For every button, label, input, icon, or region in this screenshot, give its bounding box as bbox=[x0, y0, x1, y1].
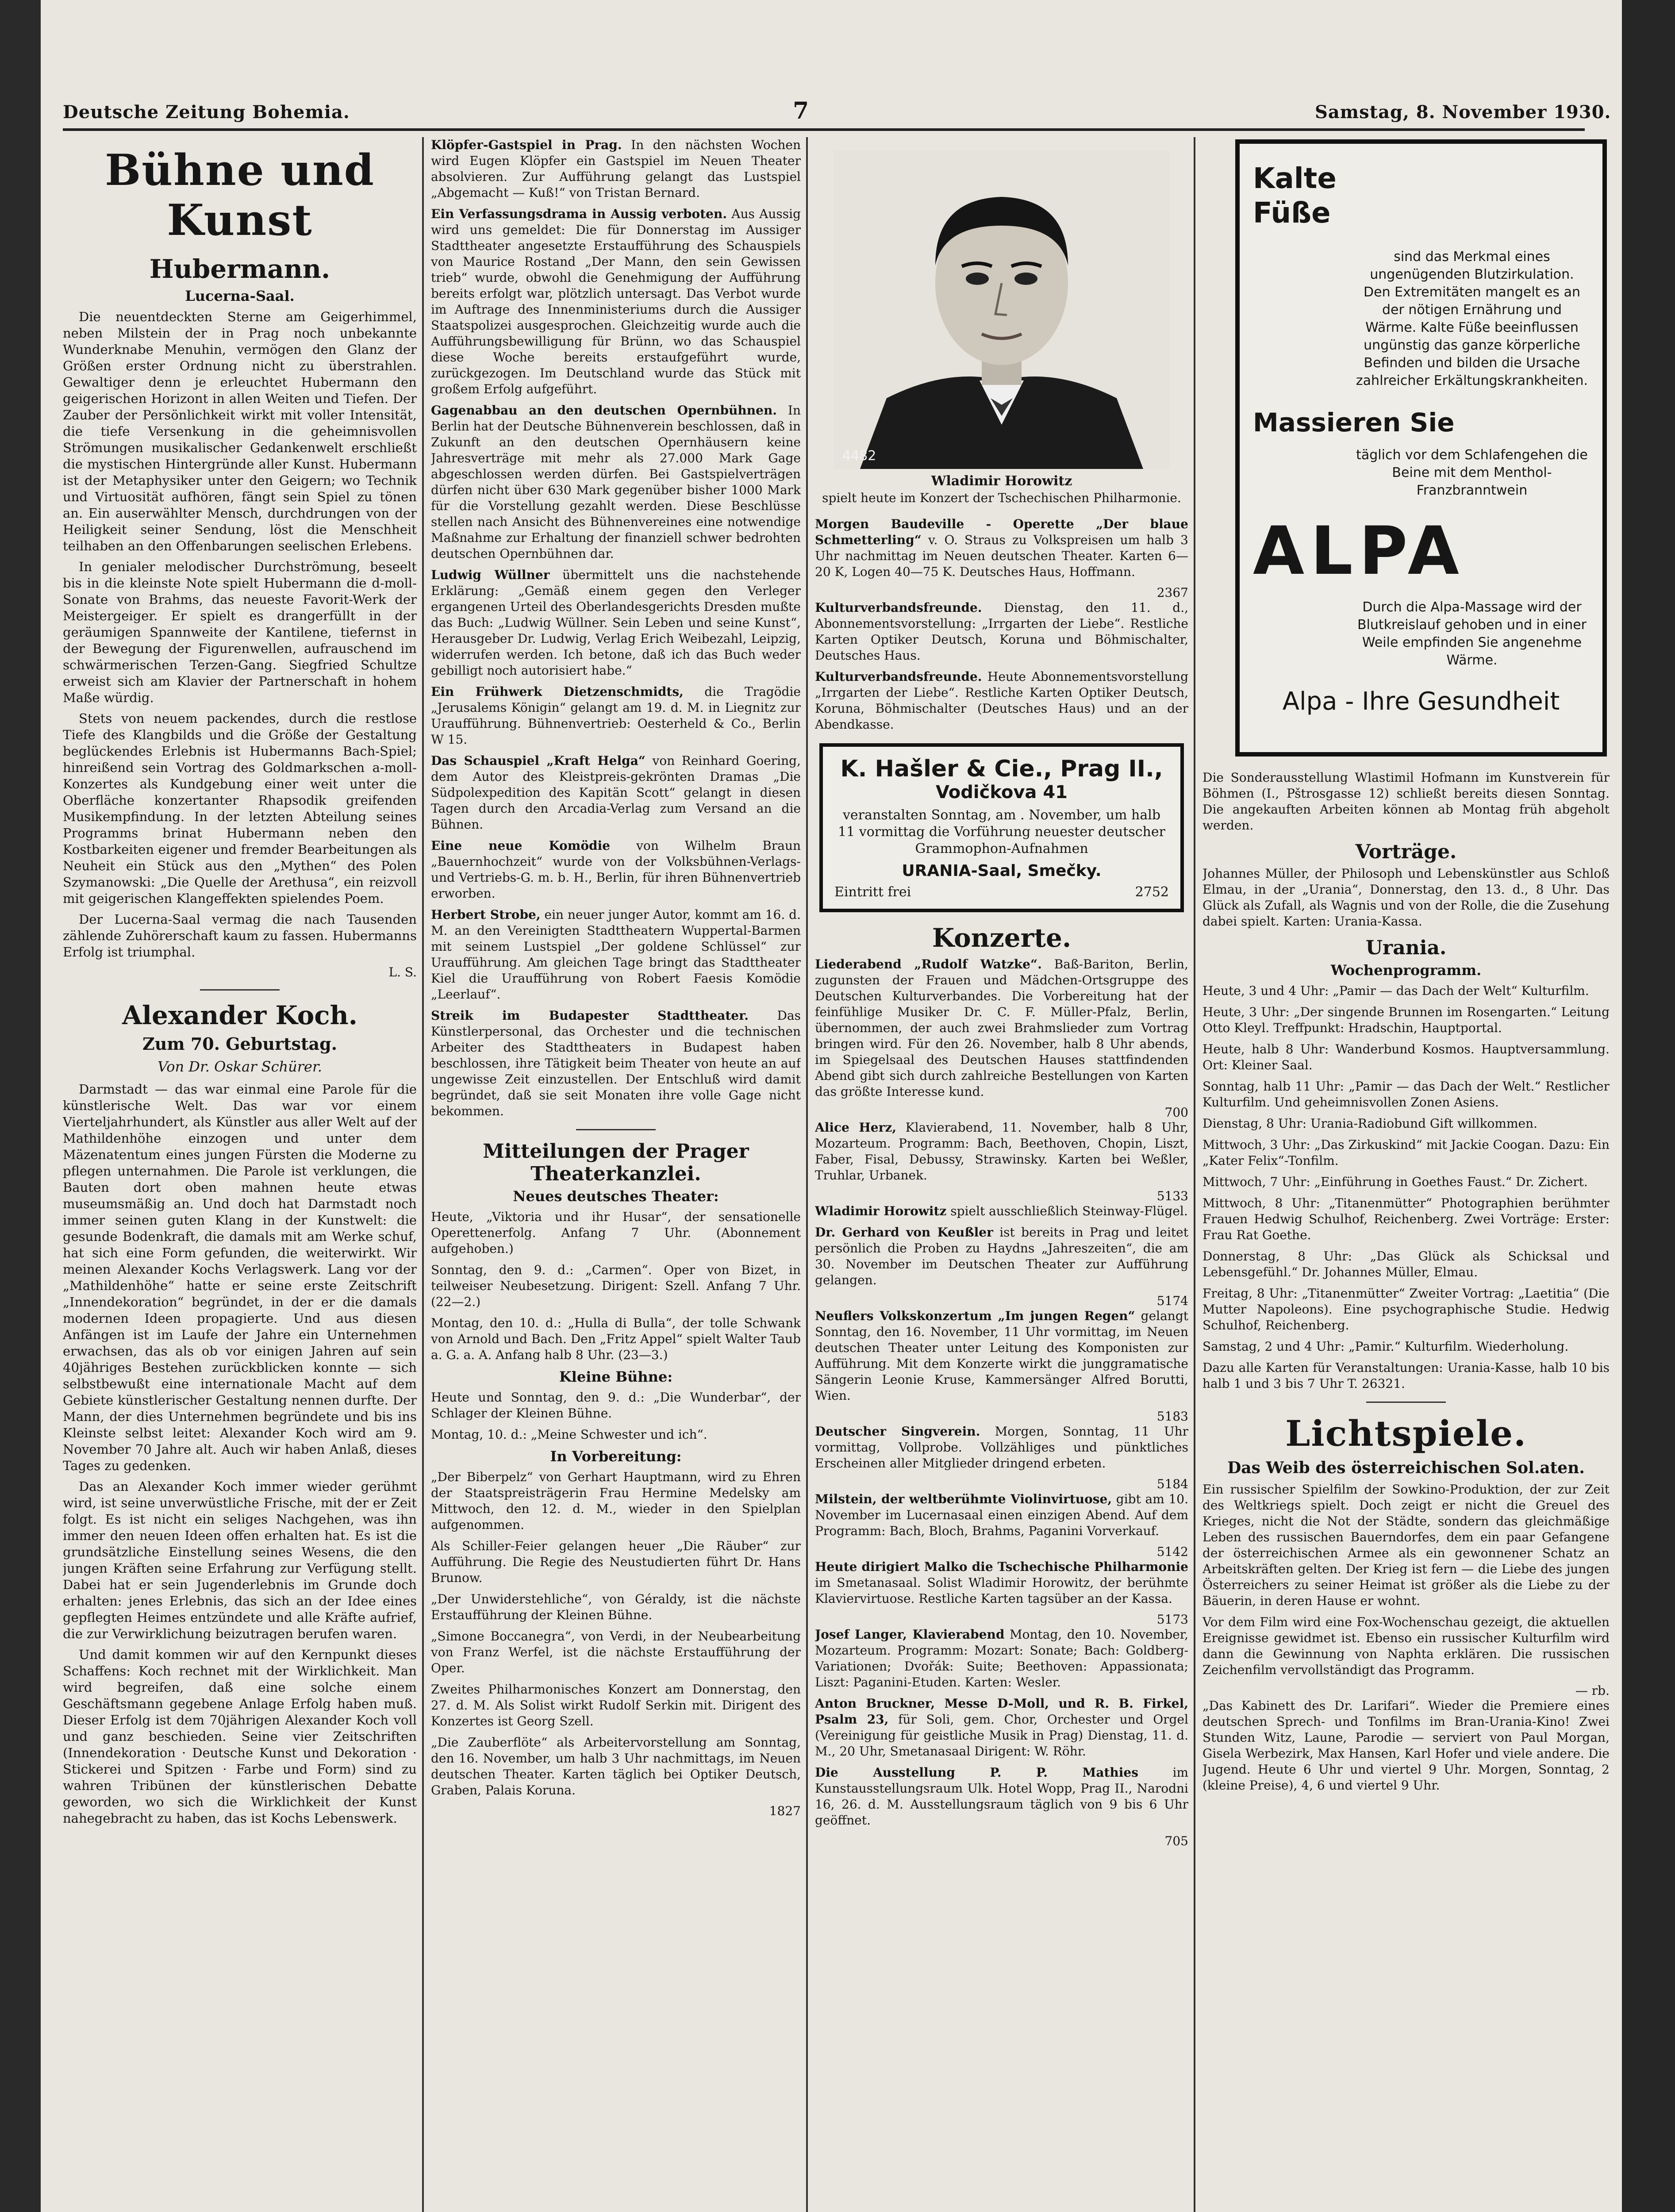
notice-number: 2367 bbox=[1156, 585, 1188, 600]
header-rule bbox=[63, 128, 1585, 131]
concert-item-head: Dr. Gerhard von Keußler bbox=[815, 1225, 993, 1240]
concert-item bbox=[815, 1203, 1188, 1219]
concert-item bbox=[815, 1696, 1188, 1759]
concert-number: 5183 bbox=[1156, 1409, 1188, 1424]
theater-section-head: Neues deutsches Theater: bbox=[513, 1188, 719, 1205]
news-item-text: In Berlin hat der Deutsche Bühnenverein beschlossen, daß in Zukunft an den deutschen Opernhäusern keine Jahresverträge mit mehr als 27.000 Mark Gage abgeschlossen werden dürfen. Bei Gastspielverträgen dürfen nicht über 630 Mark gegenüber bisher 1000 Mark für die Vorstellung gezahlt werden. Diese Beschlüsse stellen nach Ansicht des Bühnenvereines eine notwendige Maßnahme zur Erhaltung der finanziell schwer bedrohten deutschen Opernbühnen dar. bbox=[431, 403, 801, 561]
concert-item bbox=[815, 1627, 1188, 1690]
lecture-notice: Johannes Müller, der Philosoph und Lebenskünstler aus Schloß Elmau, in der „Urania“, Donnerstag, den 13. d., 8 Uhr. Das Glück als Zufall, als Wagnis und von der Rolle, die die Zusehung dabei spielt. Karten: Urania-Kassa. bbox=[1202, 866, 1610, 929]
newspaper-page bbox=[41, 0, 1622, 2212]
urania-entry: Heute, 3 Uhr: „Der singende Brunnen im Rosengarten.“ Leitung Otto Kleyl. Treffpunkt: Hradschin, Hauptportal. bbox=[1202, 1005, 1610, 1035]
ad-slogan: Alpa - Ihre Gesundheit bbox=[1282, 687, 1560, 716]
notice-item bbox=[815, 669, 1188, 733]
concert-number: 5174 bbox=[1156, 1294, 1188, 1308]
concert-item-head: Wladimir Horowitz bbox=[815, 1204, 947, 1218]
section-separator bbox=[576, 1129, 656, 1130]
news-item-head: Eine neue Komödie bbox=[431, 838, 611, 853]
news-item-text: Das Künstlerpersonal, das Orchester und die technischen Arbeiter des Stadttheaters in Budapest haben beschlossen, ihre Tätigkeit beim Theater von heute an auf ungewisse Zeit einzustellen. Der Entschluß wird damit begründet, daß sie seit Monaten ihre volle Gage nicht bekommen. bbox=[431, 1008, 801, 1118]
news-item-text: die Tragödie „Jerusalems Königin“ gelangt am 19. d. M. in Liegnitz zur Uraufführung. Bühnenvertrieb: Oesterheld & Co., Berlin W 15. bbox=[431, 684, 801, 747]
urania-title: Urania. bbox=[1365, 937, 1447, 959]
urania-entry: Sonntag, halb 11 Uhr: „Pamir — das Dach der Welt.“ Restlicher Kulturfilm. Und geheimnisvollen Zonen Asiens. bbox=[1202, 1079, 1610, 1110]
urania-entry: Heute, 3 und 4 Uhr: „Pamir — das Dach der Welt“ Kulturfilm. bbox=[1202, 983, 1589, 998]
urania-entry: Mittwoch, 3 Uhr: „Das Zirkuskind“ mit Jackie Coogan. Dazu: Ein „Kater Felix“-Tonfilm. bbox=[1202, 1137, 1610, 1168]
concert-number: 5142 bbox=[1156, 1544, 1188, 1559]
article-paragraph: Und damit kommen wir auf den Kernpunkt dieses Schaffens: Koch rechnet mit der Wirklichkeit. Man wird begreifen, daß eine solche einem Geschäftsmann gegebene Anlage Erfolg haben muß. Dieser Erfolg ist dem 70jährigen Alexander Koch voll und ganz beschieden. Seine vier Zeitschriften (Innendekoration · Deutsche Kunst und Dekoration · Stickerei und Spitzen · Farbe und Form) sind zu wahren Tribünen der künstlerischen Debatte geworden, wo sich die Wirklichkeit der Kunst nahegebracht zu haben, das ist Kochs Lebenswerk. bbox=[63, 1647, 417, 1826]
cinema-review: Ein russischer Spielfilm der Sowkino-Produktion, der zur Zeit des Weltkriegs spielt. Doch zeigt er nicht die Greuel des Krieges, nicht die Not der Städte, sondern das gleichmäßige Leben des russischen Bauerndorfes, dem ein paar Gefangene der österreichischen Armee als ein gewonnener Schatz an Arbeitskräften gelten. Der Krieg ist fern — die Liebe des jungen Österreichers zu seiner Heimat ist größer als die Liebe zu der Bäuerin, in deren Hause er wohnt. bbox=[1202, 1482, 1610, 1608]
notice-item-head: Morgen Baudeville - Operette „Der blaue Schmetterling“ bbox=[815, 517, 1188, 547]
notice-item-head: Kulturverbandsfreunde. bbox=[815, 669, 982, 684]
theater-entry: „Der Unwiderstehliche“, von Géraldy, ist die nächste Erstaufführung der Kleinen Bühne. bbox=[431, 1592, 801, 1622]
portrait-id: 4482 bbox=[842, 448, 876, 464]
concert-number: 5173 bbox=[1156, 1612, 1188, 1627]
concert-number: 700 bbox=[1164, 1105, 1188, 1120]
article-signature: L. S. bbox=[388, 965, 417, 979]
concert-item-text: gibt am 10. November im Lucernasaal einen einzigen Abend. Auf dem Programm: Bach, Bloch, Brahms, Paganini Vorverkauf. bbox=[815, 1492, 1188, 1538]
theater-entry: Heute und Sonntag, den 9. d.: „Die Wunderbar“, der Schlager der Kleinen Bühne. bbox=[431, 1390, 801, 1421]
concert-item-head: Neuflers Volkskonzertum „Im jungen Regen“ bbox=[815, 1309, 1135, 1323]
urania-entry: Samstag, 2 und 4 Uhr: „Pamir.“ Kulturfilm. Wiederholung. bbox=[1202, 1339, 1569, 1354]
news-item-head: Herbert Strobe, bbox=[431, 907, 541, 922]
concert-item bbox=[815, 1559, 1188, 1607]
film-edge-left bbox=[0, 0, 41, 2212]
concert-item-head: Deutscher Singverein. bbox=[815, 1424, 980, 1439]
article-paragraph: Das an Alexander Koch immer wieder gerühmt wird, ist seine unverwüstliche Frische, mit der er Zeit folgt. Es ist nicht ein seliges Nachgehen, was ihn immer den neuen Ideen offen erhalten hat. Es ist die grundsätzliche Einstellung seines Wesens, die den jungen Kräften seine Erfahrung zur Verfügung stellt. Dabei hat er sein Jugenderlebnis im Grunde doch erhalten: jenes Erlebnis, das sich an der Idee eines gepflegten Heimes entzündete und alle Kräfte aufrief, die zur Verwirklichung beizutragen berufen waren. bbox=[63, 1479, 417, 1641]
concert-item-head: Anton Bruckner, Messe D-Moll, und R. B. Firkel, Psalm 23, bbox=[815, 1696, 1188, 1727]
theater-announcements bbox=[431, 1188, 801, 1798]
urania-program bbox=[1202, 983, 1610, 1392]
news-item bbox=[431, 907, 801, 1002]
concert-item-text: spielt ausschließlich Steinway-Flügel. bbox=[950, 1204, 1188, 1218]
theater-entry: „Simone Boccanegra“, von Verdi, in der Neubearbeitung von Franz Werfel, ist die nächste Erstaufführung der Oper. bbox=[431, 1629, 801, 1675]
concert-number: 5133 bbox=[1156, 1189, 1188, 1203]
section-title: Bühne und Kunst bbox=[105, 145, 375, 245]
column-rule-2 bbox=[806, 137, 808, 2212]
urania-entry: Freitag, 8 Uhr: „Titanenmütter“ Zweiter Vortrag: „Laetitia“ (Die Mutter Napoleons). Eine psychographische Studie. Hedwig Schulhof, Reichenberg. bbox=[1202, 1286, 1610, 1333]
news-items bbox=[431, 137, 801, 1119]
concert-item-head: Liederabend „Rudolf Watzke“. bbox=[815, 957, 1042, 972]
urania-entry: Dienstag, 8 Uhr: Urania-Radiobund Gift willkommen. bbox=[1202, 1116, 1537, 1131]
news-item bbox=[431, 753, 801, 833]
news-item bbox=[431, 206, 801, 397]
concert-item-text: Klavierabend, 11. November, halb 8 Uhr, Mozarteum. Programm: Bach, Beethoven, Chopin, Liszt, Faber, Fisal, Debussy, Strawinsky. Karten bei Weßler, Truhlar, Urbanek. bbox=[815, 1120, 1188, 1183]
theater-entry: „Die Zauberflöte“ als Arbeitervorstellung am Sonntag, den 16. November, um halb 3 Uhr nachmittags, im Neuen deutschen Theater. Karten täglich bei Optiker Deutsch, Graben, Palais Koruna. bbox=[431, 1735, 801, 1797]
ad-body: Durch die Alpa-Massage wird der Blutkreislauf gehoben und in einer Weile empfinden Sie angenehme Wärme. bbox=[1357, 599, 1587, 668]
notice-item-text: v. O. Straus zu Volkspreisen um halb 3 Uhr nachmittag im Neuen deutschen Theater. Karten 6—20 K, Logen 40—75 K. Deutsches Haus, Hoffmann. bbox=[815, 533, 1188, 579]
column-3 bbox=[815, 137, 1188, 2212]
ad-headline-line1: Kalte bbox=[1253, 162, 1337, 195]
theater-entry: Als Schiller-Feier gelangen heuer „Die Räuber“ zur Aufführung. Die Regie des Neustudierten führt Dr. Hans Brunow. bbox=[431, 1539, 801, 1585]
news-item-text: von Wilhelm Braun „Bauernhochzeit“ wurde von der Volksbühnen-Verlags- und Vertriebs-G. m. b. H., Berlin, für ihren Bühnenvertrieb erworben. bbox=[431, 838, 801, 901]
news-item bbox=[431, 137, 801, 201]
ad-brand: ALPA bbox=[1253, 513, 1465, 590]
concert-item-head: Josef Langer, Klavierabend bbox=[815, 1627, 1005, 1642]
theater-entry: Sonntag, den 9. d.: „Carmen“. Oper von Bizet, in teilweiser Neubesetzung. Dirigent: Szell. Anfang 7 Uhr. (22—2.) bbox=[431, 1263, 801, 1309]
concert-item-text: im Smetanasaal. Solist Wladimir Horowitz, der berühmte Klaviervirtuose. Restliche Karten tagsüber an der Kassa. bbox=[815, 1575, 1188, 1606]
column-4 bbox=[1202, 770, 1610, 2212]
article-paragraph: Die neuentdeckten Sterne am Geigerhimmel, neben Milstein der in Prag noch unbekannte Wunderknabe Menuhin, vermögen den Glanz der Größen erster Ordnung nicht zu überstrahlen. Gewaltiger denn je erleuchtet Hubermann den geigerischen Horizont in allen Weiten und Tiefen. Der Zauber der Persönlichkeit wirkt mit voller Intensität, die tiefe Versenkung in die geheimnisvollen Strömungen musikalischer Gedankenwelt erschließt die mystischen Hintergründe aller Kunst. Hubermann ist der Metaphysiker unter den Geigern; wo Technik und Virtuosität aufhören, fängt sein Spiel zu tönen an. Ein auserwählter Mensch, durchdrungen von der Heiligkeit seiner Sendung, löst die Menschheit teilhaben an den Offenbarungen seelischen Erlebens. bbox=[63, 309, 417, 553]
article-title: Alexander Koch. bbox=[122, 1000, 357, 1030]
article-paragraph: In genialer melodischer Durchströmung, beseelt bis in die kleinste Note spielt Hubermann die d-moll-Sonate von Brahms, das neueste Favorit-Werk der Meistergeiger. Er spielt es drangerfüllt in der geräumigen Spannweite der Kantilene, tiefernst in der Bewegung der Figurenwellen, aufrauschend im schwärmerischen Terzen-Gang. Siegfried Schultze erweist sich am Klavier der Partnerschaft in hohem Maße würdig. bbox=[63, 559, 417, 705]
urania-entry: Donnerstag, 8 Uhr: „Das Glück als Schicksal und Lebensgefühl.“ Dr. Johannes Müller, Elmau. bbox=[1202, 1249, 1610, 1279]
urania-entry: Dazu alle Karten für Veranstaltungen: Urania-Kasse, halb 10 bis halb 1 und 3 bis 7 Uhr T. 26321. bbox=[1202, 1360, 1610, 1391]
concert-item-text: im Kunstausstellungsraum Ulk. Hotel Wopp, Prag II., Narodni 16, 26. d. M. Ausstellungsraum täglich von 9 bis 6 Uhr geöffnet. bbox=[815, 1765, 1188, 1828]
news-item bbox=[431, 567, 801, 679]
ad-text: veranstalten Sonntag, am . November, um halb 11 vormittag die Vorführung neuester deutscher Grammophon-Aufnahmen bbox=[838, 807, 1165, 856]
notices bbox=[815, 516, 1188, 733]
cinema-title: Lichtspiele. bbox=[1285, 1413, 1527, 1454]
ad-headline-line2: Füße bbox=[1253, 197, 1331, 230]
article-subtitle: Zum 70. Geburtstag. bbox=[142, 1034, 337, 1054]
news-item-head: Das Schauspiel „Kraft Helga“ bbox=[431, 753, 645, 768]
news-item-text: von Reinhard Goering, dem Autor des Kleistpreis-gekrönten Dramas „Die Südpolexpedition des Kapitän Scott“ gelangt in diesen Tagen durch den Arcadia-Verlag zum Versand an die Bühnen. bbox=[431, 753, 801, 832]
news-item-text: In den nächsten Wochen wird Eugen Klöpfer ein Gastspiel im Neuen Theater absolvieren. Zur Aufführung gelangt das Lustspiel „Abgemacht — Kuß!“ von Tristan Bernard. bbox=[431, 138, 801, 200]
concert-item bbox=[815, 1225, 1188, 1288]
theater-section-head: In Vorbereitung: bbox=[550, 1448, 682, 1465]
theater-entry: Montag, den 10. d.: „Hulla di Bulla“, der tolle Schwank von Arnold und Bach. Den „Fritz Appel“ spielt Walter Taub a. G. a. A. Anfang halb 8 Uhr. (23—3.) bbox=[431, 1316, 801, 1362]
column-1 bbox=[63, 137, 417, 2212]
article-paragraph: Stets von neuem packendes, durch die restlose Tiefe des Klangbilds und die Größe der Gestaltung beglückendes Erlebnis ist Hubermanns Bach-Spiel; hinreißend sein Vortrag des Goldmarkschen a-moll-Konzertes als Kundgebung einer weit unter die Oberfläche konzertanter Rhapsodik greifenden Musikempfindung. In der letzten Abteilung seines Programms brinat Hubermann neben den Kostbarkeiten eigener und fremder Bearbeitungen als Neuheit ein Stück aus den „Mythen“ des Polen Szymanowski: „Die Quelle der Arethusa“, ein reizvoll mit geigerischen Klangeffekten spielendes Poem. bbox=[63, 711, 417, 906]
news-item-head: Gagenabbau an den deutschen Opernbühnen. bbox=[431, 403, 777, 418]
concert-item-head: Die Ausstellung P. P. Mathies bbox=[815, 1765, 1138, 1780]
concert-item bbox=[815, 1308, 1188, 1404]
ad-entry: Eintritt frei bbox=[834, 884, 911, 900]
concert-item-text: gelangt Sonntag, den 16. November, 11 Uhr vormittag, im Neuen deutschen Theater unter Leitung des Komponisten zur Aufführung. Mit dem Konzerte wirkt die junggramatische Sängerin Leonie Kruse, Kammersänger Alfred Borutti, Wien. bbox=[815, 1309, 1188, 1403]
notice-item bbox=[815, 600, 1188, 664]
portrait-photo bbox=[834, 150, 1170, 469]
urania-entry: Heute, halb 8 Uhr: Wanderbund Kosmos. Hauptversammlung. Ort: Kleiner Saal. bbox=[1202, 1042, 1610, 1072]
cinema-subtitle: Das Weib des österreichischen Sol.aten. bbox=[1227, 1459, 1585, 1477]
news-item-head: Klöpfer-Gastspiel in Prag. bbox=[431, 138, 622, 152]
news-item-text: ein neuer junger Autor, kommt am 16. d. M. an den Vereinigten Stadttheatern Wuppertal-Barmen mit seinem Lustspiel „Der goldene Schlüssel“ zur Uraufführung. Am gleichen Tage bringt das Stadttheater Kiel die Uraufführung von Robert Faesis Komödie „Leerlauf“. bbox=[431, 907, 801, 1002]
notice-item-text: Dienstag, den 11. d., Abonnementsvorstellung: „Irrgarten der Liebe“. Restliche Karten Optiker Deutsch, Koruna und Böhmischalter, Deutsches Haus. bbox=[815, 600, 1188, 663]
concert-item bbox=[815, 956, 1188, 1100]
theater-entry: „Der Biberpelz“ von Gerhart Hauptmann, wird zu Ehren der Staatspreisträgerin Frau Hermine Medelsky am Mittwoch, den 12. d. M., wieder in den Spielplan aufgenommen. bbox=[431, 1470, 801, 1532]
portrait-illustration bbox=[834, 150, 1170, 469]
notice-item bbox=[815, 516, 1188, 580]
concert-item-text: ist bereits in Prag und leitet persönlich die Proben zu Haydns „Jahreszeiten“, die am 30. November im Deutschen Theater zur Aufführung gelangen. bbox=[815, 1225, 1188, 1287]
concert-item-text: für Soli, gem. Chor, Orchester und Orgel (Vereinigung für geistliche Musik in Prag) Dienstag, 11. d. M., 20 Uhr, Smetanasaal Dirigent: W. Röhr. bbox=[815, 1712, 1188, 1759]
news-item bbox=[431, 1008, 801, 1119]
news-item-text: Aus Aussig wird uns gemeldet: Die für Donnerstag im Aussiger Stadttheater angesetzte Erstaufführung des Schauspiels von Maurice Rostand „Der Mann, den sein Gewissen trieb“ wurde, obwohl die Genehmigung der Aufführung bereits erfolgt war, plötzlich untersagt. Das Verbot wurde im Auftrage des Innenministeriums durch die Aussiger Staatspolizei ausgesprochen. Gleichzeitig wurde auch die Aufführungsbewilligung für Brünn, wo das Schauspiel diese Woche bereits erstaufgeführt wurde, zurückgezogen. Im Deutschland wurde das Stück mit großem Erfolg aufgeführt. bbox=[431, 207, 801, 396]
article-separator bbox=[200, 989, 280, 991]
notice-item-head: Kulturverbandsfreunde. bbox=[815, 600, 982, 615]
ad-venue: URANIA-Saal, Smečky. bbox=[902, 862, 1102, 880]
reference-number: 1827 bbox=[769, 1804, 801, 1818]
portrait-caption: Wladimir Horowitz bbox=[931, 473, 1072, 489]
urania-entry: Mittwoch, 7 Uhr: „Einführung in Goethes Faust.“ Dr. Zichert. bbox=[1202, 1175, 1588, 1189]
concert-item-head: Milstein, der weltberühmte Violinvirtuose, bbox=[815, 1492, 1112, 1506]
ad-headline bbox=[1253, 161, 1589, 230]
theater-title: Mitteilungen der Prager Theaterkanzlei. bbox=[483, 1140, 749, 1185]
news-item-head: Ein Frühwerk Dietzenschmidts, bbox=[431, 684, 684, 699]
concert-item-head: Alice Herz, bbox=[815, 1120, 897, 1135]
theater-section-head: Kleine Bühne: bbox=[559, 1368, 673, 1385]
news-item bbox=[431, 838, 801, 902]
urania-entry: Mittwoch, 8 Uhr: „Titanenmütter“ Photographien berühmter Frauen Hedwig Schulhof, Reichenberg. Zwei Vorträge: Erster: Frau Rat Goethe. bbox=[1202, 1196, 1610, 1242]
page-number: 7 bbox=[793, 97, 810, 124]
article-title: Hubermann. bbox=[149, 254, 330, 284]
ad-subheadline: Massieren Sie bbox=[1253, 407, 1455, 438]
ad-title: K. Hašler & Cie., Prag II., bbox=[840, 756, 1163, 782]
cinema-signature: — rb. bbox=[1575, 1683, 1610, 1698]
column-rule-1 bbox=[422, 137, 424, 2212]
news-item bbox=[431, 684, 801, 748]
cinema-review: Vor dem Film wird eine Fox-Wochenschau gezeigt, die aktuellen Ereignisse gewidmet ist. Ebenso ein russischer Kulturfilm wird dann die Gewinnung von Naphta erklären. Die russischen Zeichenfilm vervollständigt das Programm. bbox=[1202, 1615, 1610, 1677]
ad-number: 2752 bbox=[1135, 884, 1169, 900]
theater-entry: Montag, 10. d.: „Meine Schwester und ich“. bbox=[431, 1427, 707, 1442]
masthead-left: Deutsche Zeitung Bohemia. bbox=[63, 102, 350, 123]
advertisement-alpa bbox=[1235, 139, 1607, 757]
urania-subtitle: Wochenprogramm. bbox=[1330, 962, 1482, 979]
news-item-head: Ein Verfassungsdrama in Aussig verboten. bbox=[431, 207, 727, 221]
news-item-head: Ludwig Wüllner bbox=[431, 568, 550, 582]
ad-body: sind das Merkmal eines ungenügenden Blutzirkulation. Den Extremitäten mangelt es an der nötigen Ernährung und Wärme. Kalte Füße beeinflussen ungünstig das ganze körperliche Befinden und bilden die Ursache zahlreicher Erkältungskrankheiten. bbox=[1356, 249, 1588, 388]
article-byline: Von Dr. Oskar Schürer. bbox=[158, 1058, 322, 1075]
exhibition-notice: Die Sonderausstellung Wlastimil Hofmann im Kunstverein für Böhmen (I., Pštrosgasse 12) schließt bereits diesen Sonntag. Die angekauften Arbeiten können ab Montag früh abgeholt werden. bbox=[1202, 770, 1610, 833]
concert-item bbox=[815, 1765, 1188, 1828]
news-item-head: Streik im Budapester Stadttheater. bbox=[431, 1008, 749, 1023]
issue-date: Samstag, 8. November 1930. bbox=[1315, 102, 1611, 123]
news-item bbox=[431, 403, 801, 562]
advertisement-hasler bbox=[819, 743, 1184, 912]
lectures-title: Vorträge. bbox=[1355, 841, 1457, 863]
cinema-notice: „Das Kabinett des Dr. Larifari“. Wieder die Premiere eines deutschen Sprech- und Tonfilms im Bran-Urania-Kino! Zwei Stunden Witz, Laune, Parodie — serviert von Paul Morgan, Gisela Werbezirk, Max Hansen, Karl Hofer und viele andere. Die Jugend. Heute 6 Uhr und viertel 9 Uhr. Morgen, Sonntag, 2 (kleine Preise), 4, 6 und viertel 9 Uhr. bbox=[1202, 1698, 1610, 1793]
news-item-text: übermittelt uns die nachstehende Erklärung: „Gemäß einem gegen den Verleger ergangenen Urteil des Oberlandesgerichts Dresden mußte das Buch: „Ludwig Wüllner. Sein Leben und seine Kunst“, Herausgeber Dr. Ludwig, Verlag Erich Weibezahl, Leipzig, widerrufen werden. Ich betone, daß ich das Buch weder gebilligt noch autorisiert habe.“ bbox=[431, 568, 801, 678]
concert-item-text: Baß-Bariton, Berlin, zugunsten der Frauen und Mädchen-Ortsgruppe des Deutschen Kulturverbandes. Die Vorbereitung hat der feinfühlige Musiker Dr. C. F. Müller-Pfalz, Berlin, übernommen, der auch zwei Brahmslieder zum Vortrag bringen wird. Für den 26. November, halb 8 Uhr abends, im Spiegelsaal des Deutschen Hauses stattfindenden Abend gibt sich durch zahlreiche Bestellungen von Karten das größte Interesse kund. bbox=[815, 957, 1188, 1099]
portrait-subcaption: spielt heute im Konzert der Tschechischen Philharmonie. bbox=[822, 491, 1181, 505]
concert-item bbox=[815, 1120, 1188, 1183]
concert-item-text: Montag, den 10. November, Mozarteum. Programm: Mozart: Sonate; Bach: Goldberg-Variationen; Dvořák: Suite; Beethoven: Appassionata; Liszt: Paganini-Etuden. Karten: Wesler. bbox=[815, 1627, 1188, 1690]
article-venue: Lucerna-Saal. bbox=[185, 288, 295, 304]
column-2 bbox=[431, 137, 801, 2212]
concert-item bbox=[815, 1491, 1188, 1539]
notice-item-text: Heute Abonnementsvorstellung „Irrgarten der Liebe“. Restliche Karten Optiker Deutsch, Koruna, Böhmischalter (Deutsches Haus) und an der Abendkasse. bbox=[815, 669, 1188, 732]
concert-number: 705 bbox=[1164, 1834, 1188, 1848]
ad-body: täglich vor dem Schlafengehen die Beine mit dem Menthol-Franzbranntwein bbox=[1356, 447, 1588, 498]
concert-number: 5184 bbox=[1156, 1477, 1188, 1491]
section-separator bbox=[1366, 1402, 1446, 1403]
theater-entry: Heute, „Viktoria und ihr Husar“, der sensationelle Operettenerfolg. Anfang 7 Uhr. (Abonnement aufgehoben.) bbox=[431, 1210, 801, 1256]
theater-entry: Zweites Philharmonisches Konzert am Donnerstag, den 27. d. M. Als Solist wirkt Rudolf Serkin mit. Dirigent des Konzertes ist Georg Szell. bbox=[431, 1682, 801, 1728]
column-rule-3 bbox=[1194, 137, 1195, 2212]
concert-items bbox=[815, 956, 1188, 1848]
ad-address: Vodičkova 41 bbox=[936, 782, 1068, 803]
film-edge-right bbox=[1622, 0, 1675, 2212]
concert-item bbox=[815, 1424, 1188, 1471]
concerts-title: Konzerte. bbox=[932, 923, 1072, 953]
article-paragraph: Darmstadt — das war einmal eine Parole für die künstlerische Welt. Das war vor einem Vierteljahrhundert, als Künstler aus aller Welt auf der Mathildenhöhe einzogen und unter dem Mäzenatentum eines jungen Fürsten die Moderne zu pflegen unternahmen. Die Parole ist verklungen, die Bauten dort oben mahnen heute etwas museumsmäßig an. Und doch hat Darmstadt noch immer seinen guten Klang in der Kunstwelt: die gesunde Bodenkraft, die damals mit am Werke schuf, hat sich eine Form gefunden, die weiterwirkt. Wir meinen Alexander Kochs Verlagswerk. Lang vor der „Mathildenhöhe“ hatte er seine erste Zeitschrift „Innendekoration“ begründet, in der er die damals modernen Ideen propagierte. Und aus diesen Anfängen ist im Laufe der Jahre ein Unternehmen erwachsen, das als ob vor einigen Jahren auf sein 40jähriges Bestehen zurückblicken konnte — sich selbstbewußt eine internationale Macht auf dem Gebiete künstlerischer Gestaltung nennen durfte. Der Mann, der dies Unternehmen begründete und bis ins Kleinste selbst leitet: Alexander Koch wird am 9. November 70 Jahre alt. Auch wir haben Anlaß, dieses Tages zu gedenken. bbox=[63, 1082, 417, 1473]
concert-item-text: Morgen, Sonntag, 11 Uhr vormittag, Vollprobe. Vollzähliges und pünktliches Erscheinen aller Mitglieder dringend erbeten. bbox=[815, 1424, 1188, 1471]
article-paragraph: Der Lucerna-Saal vermag die nach Tausenden zählende Zuhörerschaft kaum zu fassen. Hubermanns Erfolg ist triumphal. bbox=[63, 912, 417, 960]
concert-item-head: Heute dirigiert Malko die Tschechische Philharmonie bbox=[815, 1559, 1188, 1574]
